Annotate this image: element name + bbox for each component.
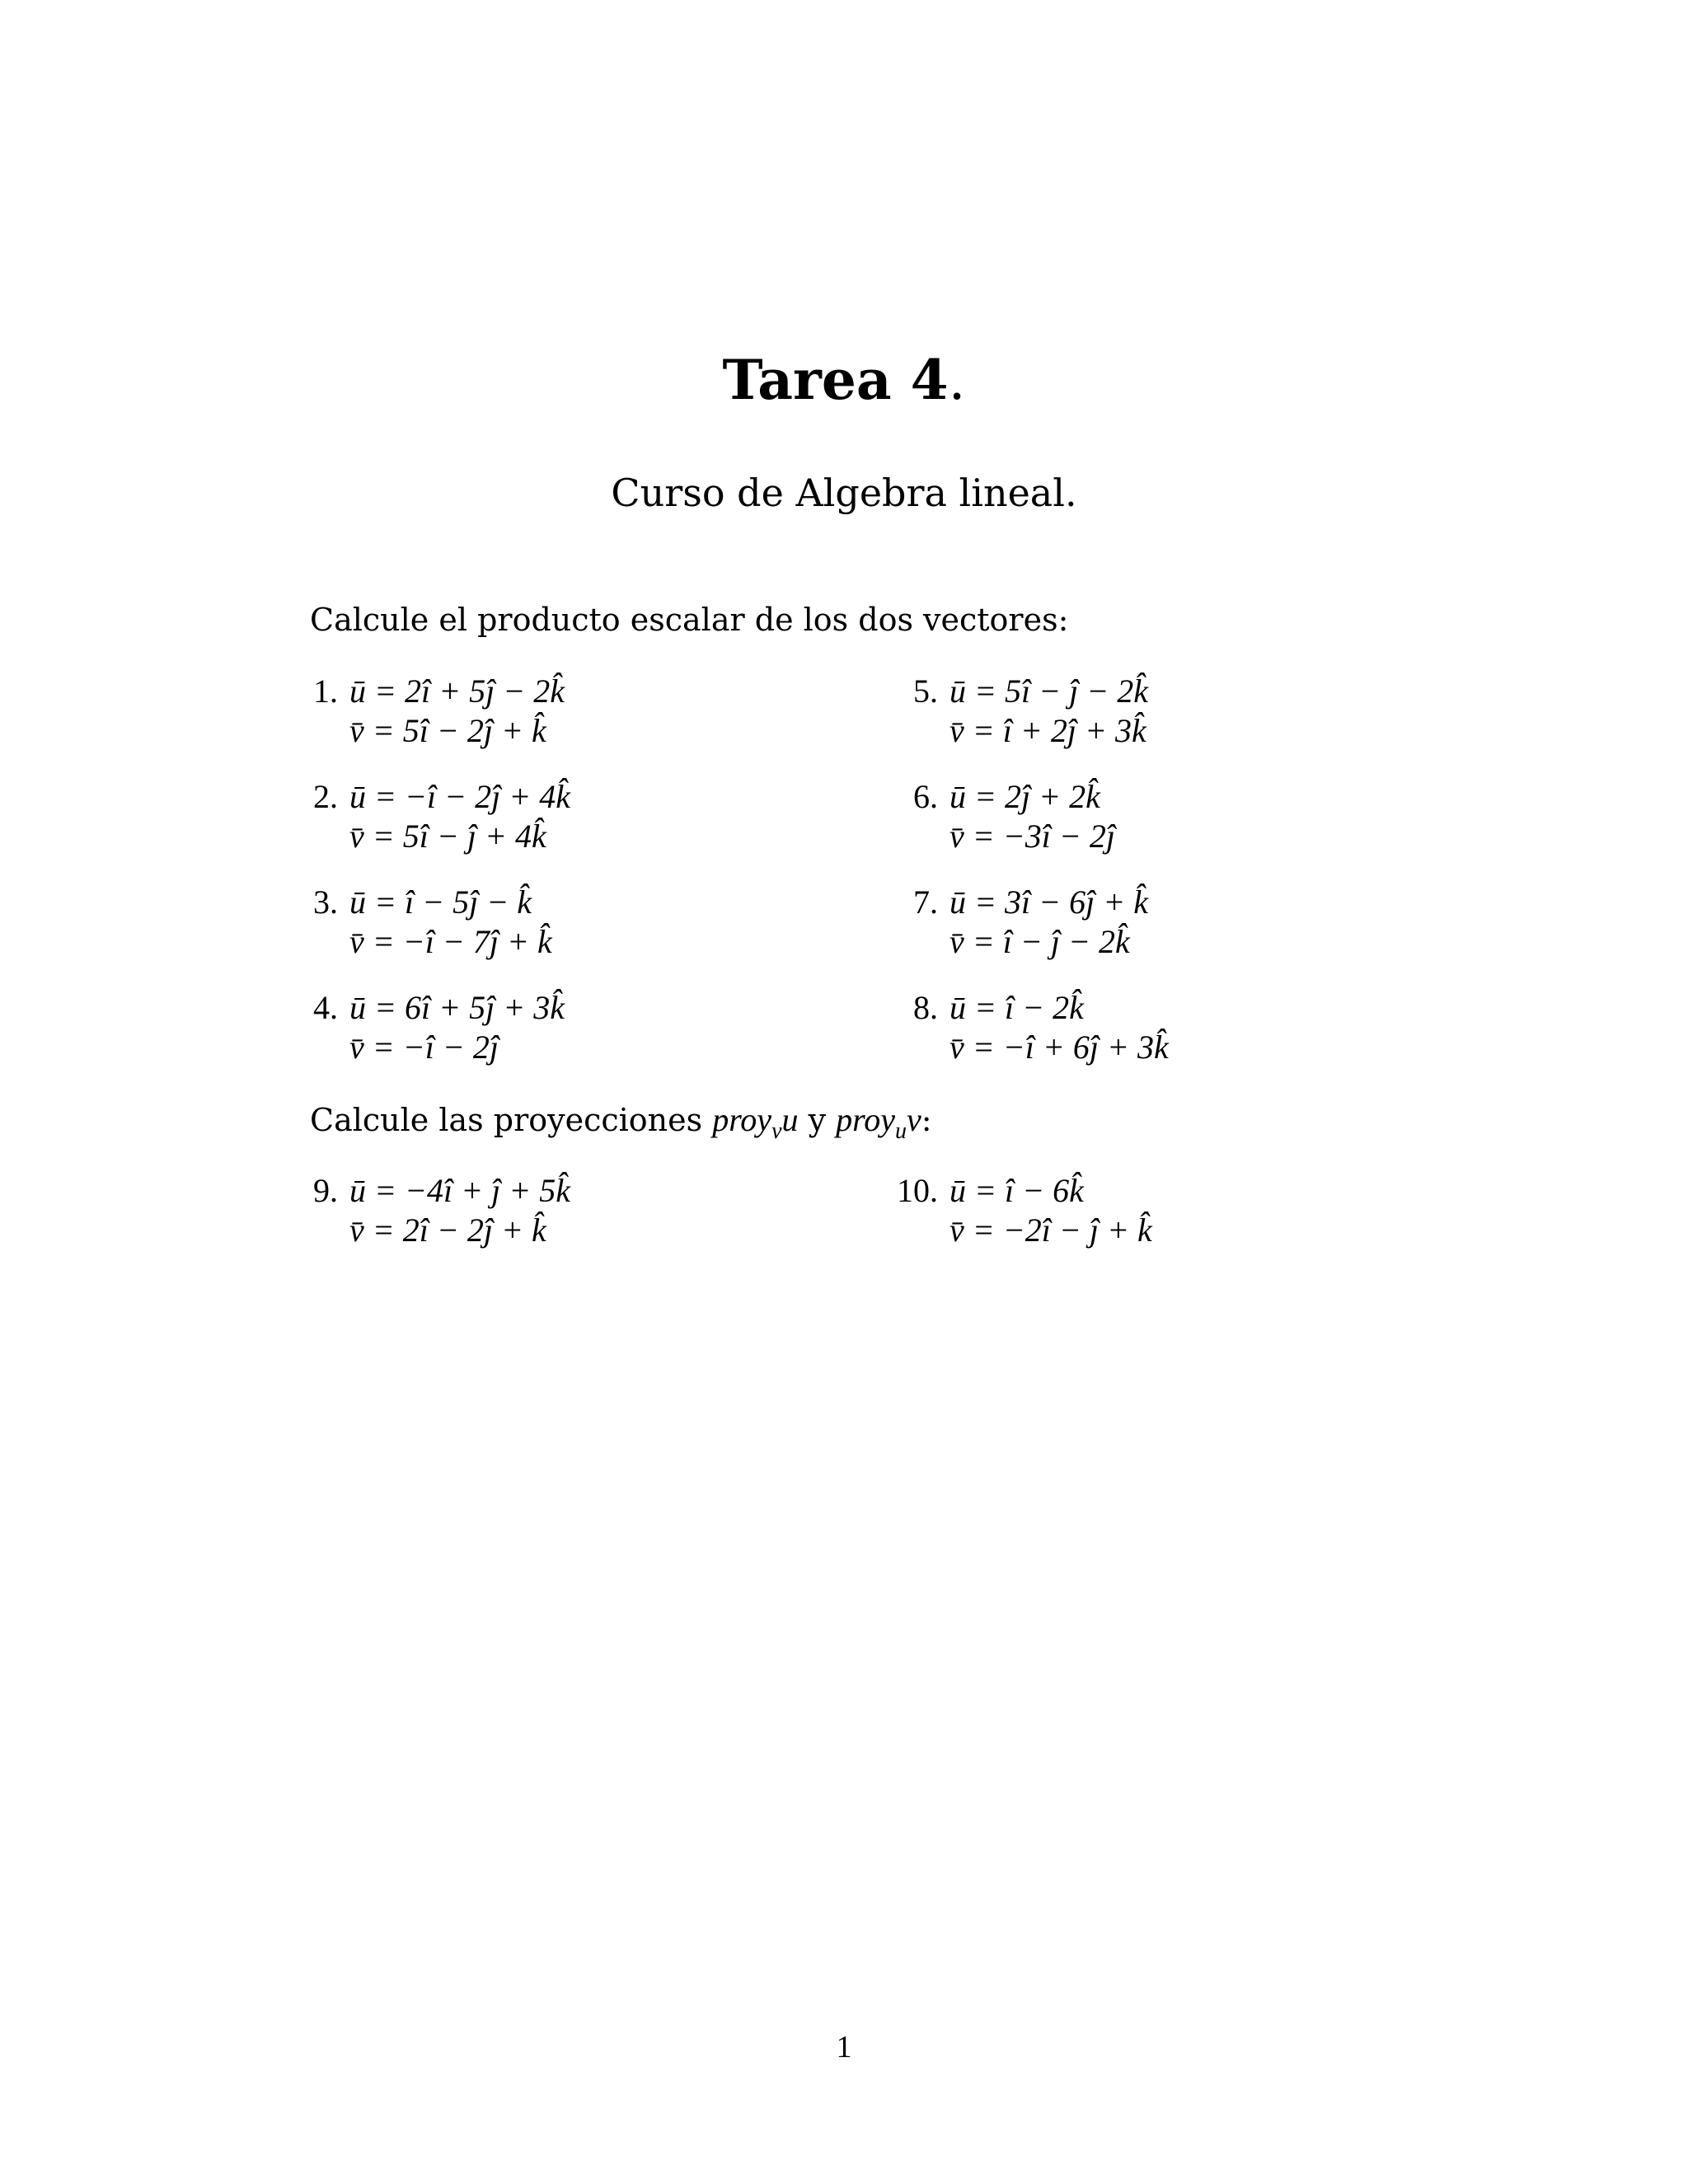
vector-v: v̄ = 2î − 2ĵ + k̂ (349, 1212, 546, 1249)
problem-number: 7. (913, 883, 938, 921)
section2-instruction-suffix: : (921, 1102, 932, 1138)
problem-2 (313, 777, 570, 856)
vector-u: ū = 5î − ĵ − 2k̂ (950, 673, 1148, 710)
vector-u: ū = −4î + ĵ + 5k̂ (349, 1172, 570, 1209)
problem-number: 3. (313, 883, 338, 921)
problem-9 (313, 1171, 570, 1250)
vector-u: ū = 2ĵ + 2k̂ (950, 778, 1100, 815)
problem-4 (313, 988, 565, 1067)
problem-number: 2. (313, 778, 338, 815)
proj-subscript: v (771, 1118, 782, 1144)
section2-instruction-prefix: Calcule las proyecciones (310, 1102, 713, 1138)
problem-number: 1. (313, 673, 338, 710)
vector-u: ū = 6î + 5ĵ + 3k̂ (349, 989, 565, 1026)
vector-u: ū = 2î + 5ĵ − 2k̂ (349, 673, 565, 710)
problem-number: 4. (313, 989, 338, 1026)
projection-u-of-v (836, 1101, 921, 1144)
proj-subscript: u (894, 1118, 907, 1144)
page-subtitle: Curso de Algebra lineal. (611, 471, 1077, 515)
page-title (0, 348, 1688, 412)
title-punct: . (948, 349, 966, 412)
problem-number: 9. (313, 1172, 338, 1209)
problem-7 (913, 883, 1148, 962)
vector-v: v̄ = −î − 7ĵ + k̂ (349, 923, 552, 960)
proj-base: proy (836, 1101, 895, 1138)
proj-argument: u (781, 1101, 799, 1138)
problem-number: 5. (913, 673, 938, 710)
problem-10 (897, 1171, 1152, 1250)
vector-v: v̄ = −î − 2ĵ (349, 1029, 499, 1066)
section2-instruction (310, 1101, 932, 1144)
vector-v: v̄ = 5î − 2ĵ + k̂ (349, 712, 546, 749)
problem-number: 8. (913, 989, 938, 1026)
vector-v: v̄ = −2î − ĵ + k̂ (950, 1212, 1152, 1249)
proj-base: proy (712, 1101, 772, 1138)
problem-1 (313, 672, 565, 751)
vector-v: v̄ = 5î − ĵ + 4k̂ (349, 818, 546, 855)
problem-3 (313, 883, 552, 962)
vector-v: v̄ = −î + 6ĵ + 3k̂ (950, 1029, 1169, 1066)
vector-u: ū = î − 6k̂ (950, 1172, 1084, 1209)
proj-argument: v (906, 1101, 921, 1138)
problem-8 (913, 988, 1169, 1067)
problem-number: 6. (913, 778, 938, 815)
projection-v-of-u (712, 1101, 799, 1144)
section1-instruction: Calcule el producto escalar de los dos vectores: (310, 602, 1069, 638)
page-number: 1 (836, 2030, 852, 2064)
vector-u: ū = 3î − 6ĵ + k̂ (950, 883, 1148, 921)
problem-5 (913, 672, 1148, 751)
vector-u: ū = −î − 2ĵ + 4k̂ (349, 778, 570, 815)
problem-number: 10. (897, 1172, 938, 1209)
section2-conjunction: y (798, 1102, 837, 1138)
vector-v: v̄ = î + 2ĵ + 3k̂ (950, 712, 1146, 749)
vector-u: ū = î − 2k̂ (950, 989, 1084, 1026)
problem-6 (913, 777, 1115, 856)
title-text: Tarea 4 (722, 348, 949, 412)
vector-v: v̄ = î − ĵ − 2k̂ (950, 923, 1130, 960)
vector-v: v̄ = −3î − 2ĵ (950, 818, 1115, 855)
vector-u: ū = î − 5ĵ − k̂ (349, 883, 532, 921)
